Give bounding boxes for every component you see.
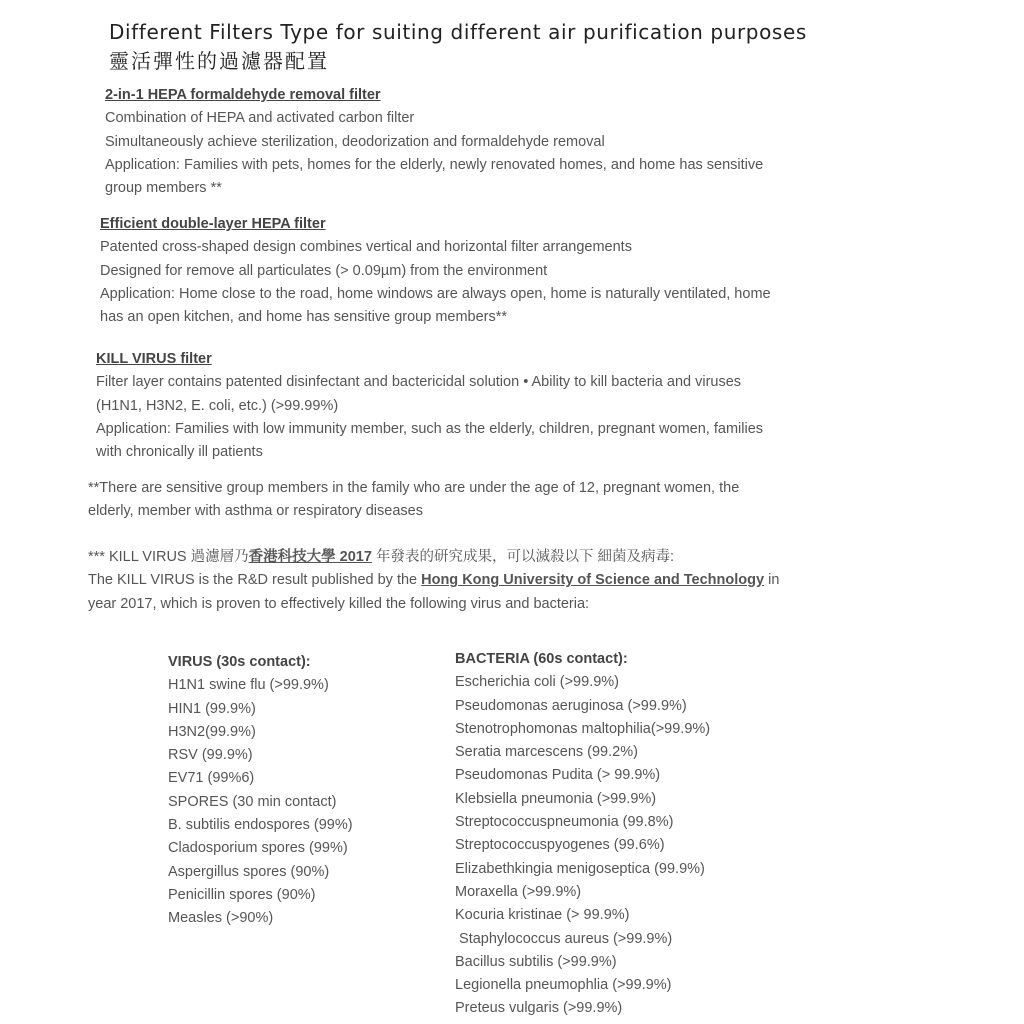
bacteria-item: Preteus vulgaris (>99.9%)	[455, 1000, 623, 1017]
bacteria-item: Klebsiella pneumonia (>99.9%)	[455, 790, 657, 807]
bacteria-item: Moraxella (>99.9%)	[455, 883, 582, 900]
section-heading: KILL VIRUS filter	[96, 351, 212, 367]
section-line: Simultaneously achieve sterilization, deodorization and formaldehyde removal	[105, 133, 605, 150]
section-line: has an open kitchen, and home has sensitive group members**	[100, 309, 508, 326]
bacteria-item: Streptococcuspneumonia (99.8%)	[455, 814, 674, 831]
hkust-link[interactable]: Hong Kong University of Science and Technology	[421, 572, 765, 589]
virus-item: Measles (>90%)	[168, 910, 274, 927]
note-text: The KILL VIRUS is the R&D result published by the	[88, 572, 422, 589]
virus-item: HIN1 (99.9%)	[168, 700, 256, 717]
section-line: Filter layer contains patented disinfectant and bactericidal solution • Ability to kill bacteria and viruses	[96, 374, 742, 391]
bacteria-heading: BACTERIA (60s contact):	[455, 651, 628, 667]
section-line: Application: Families with pets, homes for the elderly, newly renovated homes, and home has sensitive	[105, 156, 764, 173]
virus-item: EV71 (99%6)	[168, 770, 255, 787]
note-text: *** KILL VIRUS 過濾層乃	[88, 549, 249, 565]
note-line: **There are sensitive group members in the family who are under the age of 12, pregnant women, the	[88, 480, 740, 496]
virus-item: SPORES (30 min contact)	[168, 793, 337, 810]
bacteria-item: Pseudomonas Pudita (> 99.9%)	[455, 767, 661, 784]
bacteria-item: Kocuria kristinae (> 99.9%)	[455, 907, 630, 924]
note-text: 年發表的研究成果，可以滅殺以下 細菌及病毒:	[371, 549, 675, 565]
virus-heading: VIRUS (30s contact):	[168, 654, 311, 670]
virus-item: RSV (99.9%)	[168, 747, 253, 764]
virus-item: Cladosporium spores (99%)	[168, 840, 348, 857]
note-line-english: year 2017, which is proven to effectively killed the following virus and bacteria:	[88, 595, 590, 612]
note-line-english	[88, 569, 779, 592]
virus-item: B. subtilis endospores (99%)	[168, 817, 353, 834]
virus-item: H3N2(99.9%)	[168, 723, 256, 740]
section-line: (H1N1, H3N2, E. coli, etc.) (>99.99%)	[96, 397, 339, 414]
note-line: elderly, member with asthma or respiratory diseases	[88, 503, 423, 520]
section-kill-virus	[96, 348, 763, 464]
virus-item: H1N1 swine flu (>99.9%)	[168, 677, 329, 694]
sensitive-group-note	[88, 477, 739, 524]
bacteria-item: Bacillus subtilis (>99.9%)	[455, 953, 617, 970]
bacteria-item: Staphylococcus aureus (>99.9%)	[455, 930, 673, 947]
bacteria-item: Stenotrophomonas maltophilia(>99.9%)	[455, 720, 711, 737]
section-heading: Efficient double-layer HEPA filter	[100, 216, 326, 232]
virus-item: Penicillin spores (90%)	[168, 886, 316, 903]
virus-item: Aspergillus spores (90%)	[168, 863, 330, 880]
bacteria-item: Legionella pneumophlia (>99.9%)	[455, 977, 672, 994]
section-2in1-hepa	[105, 84, 763, 200]
bacteria-item: Streptococcuspyogenes (99.6%)	[455, 837, 665, 854]
kill-virus-research-note	[88, 546, 779, 616]
note-line-chinese	[88, 546, 779, 569]
section-heading: 2-in-1 HEPA formaldehyde removal filter	[105, 87, 381, 103]
section-line: Patented cross-shaped design combines vertical and horizontal filter arrangements	[100, 239, 632, 256]
section-line: Application: Families with low immunity member, such as the elderly, children, pregnant women, families	[96, 420, 764, 437]
page-title: Different Filters Type for suiting different air purification purposes	[109, 20, 807, 44]
bacteria-item: Elizabethkingia menigoseptica (99.9%)	[455, 860, 705, 877]
section-line: with chronically ill patients	[96, 444, 263, 461]
note-text: in	[764, 572, 780, 589]
section-double-layer-hepa	[100, 213, 771, 329]
bacteria-list	[455, 648, 710, 1021]
section-line: Combination of HEPA and activated carbon filter	[105, 110, 415, 127]
section-line: group members **	[105, 180, 222, 197]
hkust-link-chinese[interactable]: 香港科技大學 2017	[248, 549, 372, 565]
bacteria-item: Seratia marcescens (99.2%)	[455, 744, 638, 761]
section-line: Application: Home close to the road, home windows are always open, home is naturally ventilated, home	[100, 285, 771, 302]
bacteria-item: Pseudomonas aeruginosa (>99.9%)	[455, 697, 687, 714]
virus-list	[168, 651, 353, 931]
page-title-chinese: 靈活彈性的過濾器配置	[109, 49, 329, 73]
bacteria-item: Escherichia coli (>99.9%)	[455, 674, 620, 691]
section-line: Designed for remove all particulates (> 0.09µm) from the environment	[100, 262, 548, 279]
